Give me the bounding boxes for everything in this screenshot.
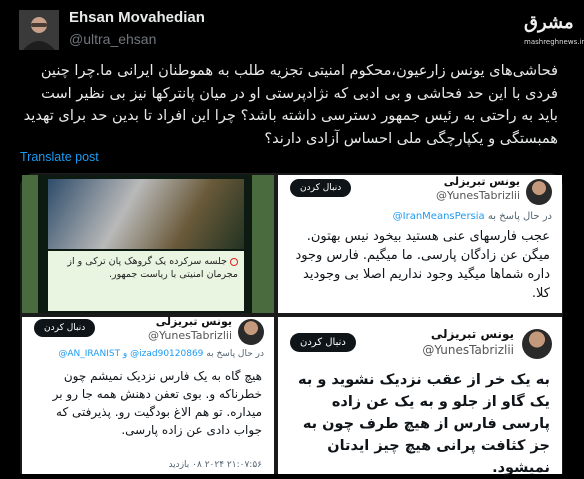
reply-prefix: در حال پاسخ به xyxy=(487,211,552,222)
watermark-logo-text: مشرق xyxy=(524,12,574,33)
media-grid[interactable] xyxy=(20,173,563,474)
card-body: به یک خر از عقب نزدیک نشوید و به یک گاو از جلو و به یک عن زاده پارسی فارس از هیچ طرف چون به جز کثافت پرانی هیچ چیز ایدتان نمیشود. xyxy=(298,372,550,476)
reply-mention: @IranMeansPersia xyxy=(392,211,485,222)
meeting-photo xyxy=(48,179,244,249)
follow-button: دنبال کردن xyxy=(290,333,356,352)
follow-button: دنبال کردن xyxy=(34,319,95,337)
author-handle[interactable]: @ultra_ehsan xyxy=(69,31,157,47)
watermark-logo xyxy=(524,12,584,47)
media-tweet-card-3[interactable] xyxy=(278,317,562,474)
card-reply-line xyxy=(393,211,552,222)
avatar-photo-icon xyxy=(19,10,59,50)
card-avatar xyxy=(526,179,552,205)
translate-post-link[interactable]: Translate post xyxy=(20,150,99,164)
author-avatar[interactable] xyxy=(19,10,59,50)
card-author-handle: @YunesTabrizlii xyxy=(147,329,232,342)
card-author-name: یونس تبریزلی xyxy=(155,315,232,328)
card-author-handle: @YunesTabrizlii xyxy=(422,343,514,357)
card-author-name: یونس تبریزلی xyxy=(443,175,520,188)
card-body: هیچ گاه به یک فارس نزدیک نمیشم چون خطرناکه و. بوی تعفن دهنش همه جا رو بر میداره. تو هم الاغ بودگیت رو. پذیرفتی که جواب دادی عن زاده پارسی. xyxy=(52,369,262,437)
media-tweet-card-2[interactable] xyxy=(22,317,274,474)
photo-caption: جلسه سرکرده یک گروهک پان ترکی و از مجرمان امنیتی با ریاست جمهور. xyxy=(67,256,238,280)
card-body: عجب فارسهای عنی هستید بیخود نیس بهتون. میگن عن زادگان پارسی. ما میگیم. فارس وجود داره شماها میگید وجود نداریم اصلا بی وجودید کلا. xyxy=(295,229,550,301)
author-display-name[interactable]: Ehsan Movahedian xyxy=(69,9,205,26)
card-reply-line xyxy=(58,349,264,359)
card-author-name: یونس تبریزلی xyxy=(430,327,514,341)
card-avatar xyxy=(238,319,264,345)
follow-button: دنبال کردن xyxy=(290,179,351,197)
card-meta: ۲۱:۰۷:۵۶ ۲۰۲۴ ۰۸ بازدید xyxy=(168,460,262,470)
watermark-site: mashreghnews.ir xyxy=(524,38,584,46)
tweet-text: فحاشی‌های یونس زارعیون،محکوم امنیتی تجزیه طلب به هموطنان ایرانی ما.چرا چنین فردی با این حد فحاشی و بی ادبی که نژادپرستی او در میان پانترکها نیز بی نظیر است باید به راحتی به رئیس جمهور دسترسی داشته باشد؟ چرا این افراد تا بدین حد برای تهدید همبستگی و یکپارچگی ملی احساس آزادی دارند؟ xyxy=(23,62,558,147)
card-author-handle: @YunesTabrizlii xyxy=(435,189,520,202)
reply-prefix: در حال پاسخ به xyxy=(206,349,264,359)
record-circle-icon xyxy=(230,258,238,266)
media-photo-screenshot[interactable] xyxy=(22,175,274,313)
photo-caption-bubble xyxy=(48,251,244,311)
reply-mention: @AN_IRANIST و @izad90120869 xyxy=(58,349,204,359)
card-avatar xyxy=(522,329,552,359)
media-tweet-card-1[interactable] xyxy=(278,175,562,313)
